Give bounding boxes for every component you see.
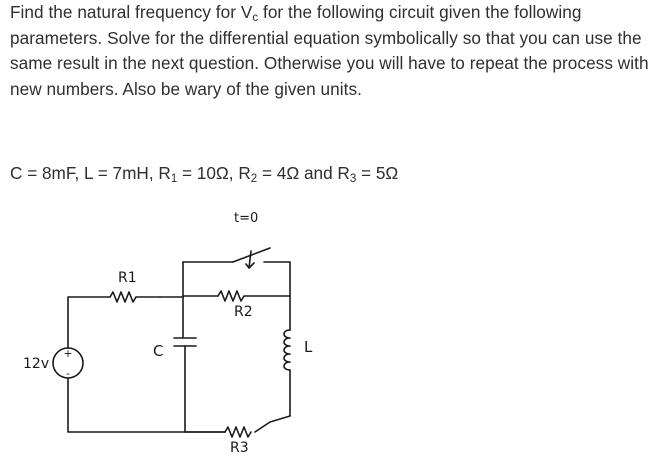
- param-r1: $R_1 = 10\Omega$: [158, 163, 229, 185]
- wire-bottom-right: [255, 416, 290, 432]
- param-r2: $R_2 = 4\Omega$: [238, 163, 300, 185]
- resistor-r3: [225, 427, 251, 437]
- r1-label: R1: [118, 270, 137, 286]
- resistor-r2: [218, 291, 272, 301]
- capacitor: [174, 338, 196, 432]
- param-c: C = 8mF: [10, 163, 75, 183]
- wire-left-bottom: [68, 378, 225, 432]
- l-label: L: [304, 338, 313, 356]
- inductor: [284, 330, 290, 370]
- source-plus: +: [63, 347, 73, 360]
- resistor-r1: [110, 292, 160, 302]
- parameter-line: C = 8mF, L = 7mH, $R_1 = 10\Omega$, $R_2 = 4\Omega$ and $R_3 = 5\Omega$: [10, 163, 399, 185]
- wire-left-top: [68, 297, 110, 348]
- c-label: C: [153, 342, 164, 360]
- r2-label: R2: [234, 304, 253, 320]
- circuit-figure: [0, 195, 666, 457]
- switch: [233, 248, 290, 268]
- param-l: L = 7mH: [84, 163, 149, 183]
- voltage-source: [53, 347, 83, 380]
- circuit-diagram: [0, 195, 666, 457]
- question-text: Find the natural frequency for $V_c$ for the following circuit given the following parameters. Solve for the differential equation symbolically so that you can use the same result in the next question. Otherwise you will have to repeat the process with new numbers. Also be wary of the given units.: [10, 2, 649, 99]
- r3-label: R3: [230, 440, 249, 456]
- source-label: 12v: [23, 356, 50, 372]
- switch-label: t=0: [234, 211, 259, 226]
- param-r3: $R_3 = 5\Omega$: [337, 163, 399, 185]
- source-minus: -: [66, 367, 70, 380]
